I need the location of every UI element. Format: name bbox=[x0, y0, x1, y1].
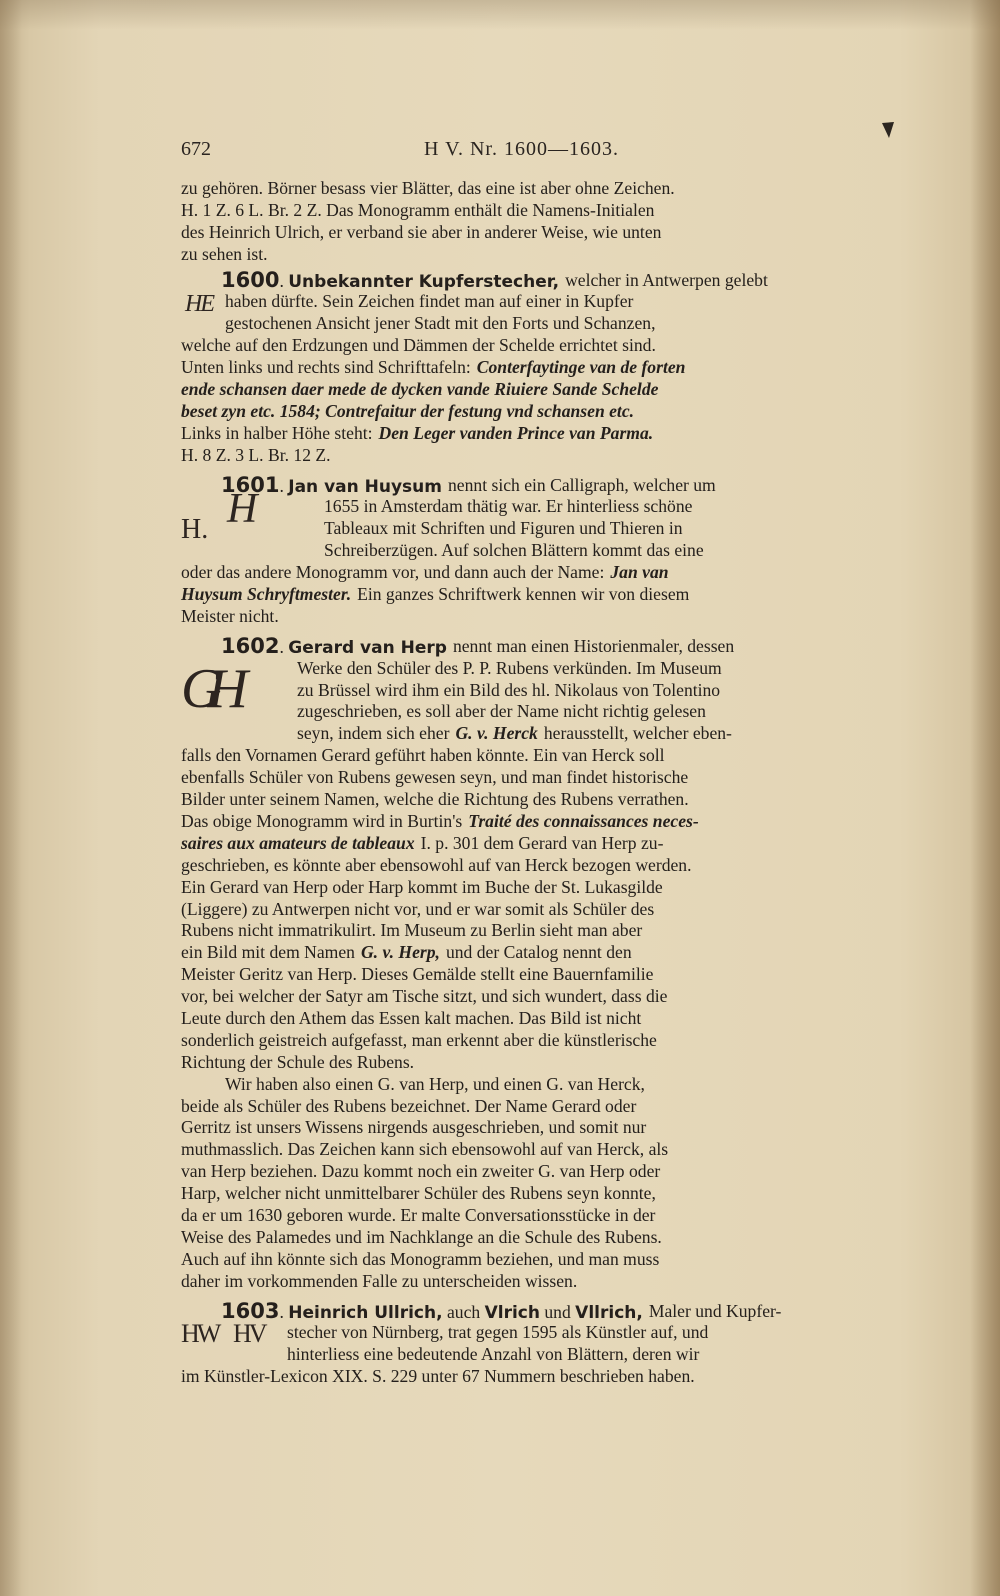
monogram-1603-left: HW bbox=[181, 1318, 219, 1348]
entry-1600: 1600. Unbekannter Kupferstecher, welcher in Antwerpen gelebt HE haben dürfte. Sein Zeichen findet man auf einer in Kupfer gestochenen Ansicht jener Stadt mit den Forts und Schanzen, welche auf den Erdzungen und Dämmen der Schelde errichtet sind. Unten links und rechts sind Schrifttafeln: Conterfaytinge van de forten ende schansen daer mede de dycken vande Riuiere Sande Schelde beset zyn etc. 1584; Contrefaitur der festung vnd schansen etc. Links in halber Höhe steht: Den Leger vanden Prince van Parma. H. 8 Z. 3 L. Br. 12 Z. bbox=[181, 267, 768, 465]
entry-number: 1600 bbox=[221, 267, 280, 292]
monogram-1601-left: H. bbox=[181, 513, 209, 545]
entry-number: 1603 bbox=[221, 1298, 280, 1323]
page-shadow-right bbox=[970, 0, 1000, 1596]
page-header bbox=[181, 138, 881, 168]
page-number: 672 bbox=[181, 138, 211, 160]
entry-1602: 1602. Gerard van Herp nennt man einen Historienmaler, dessen GH Werke den Schüler des P. P. Rubens verkünden. Im Museum zu Brüssel wird ihm ein Bild des hl. Nikolaus von Tolentino zugeschrieben, es soll aber der Name nicht richtig gelesen seyn, indem sich eher G. v. Herck herausstellt, welcher eben- falls den Vornamen Gerard geführt haben könnte. Ein van Herck soll ebenfalls Schüler von Rubens gewesen seyn, und man findet historische Bilder unter seinem Namen, welche die Richtung des Rubens verrathen. Das obige Monogramm wird in Burtin's Traité des connaissances neces- saires aux amateurs de tableaux I. p. 301 dem Gerard van Herp zu- geschrieben, es könnte aber ebensowohl auf van Herck bezogen werden. Ein Gerard van Herp oder Harp kommt im Buche der St. Lukasgilde (Liggere) zu Antwerpen nicht vor, und er war somit als Schüler des Rubens nicht immatrikulirt. Im Museum zu Berlin sieht man aber ein Bild mit dem Namen G. v. Herp, und der Catalog nennt den Meister Geritz van Herp. Dieses Gemälde stellt eine Bauernfamilie vor, bei welcher der Satyr am Tische sitzt, und sich wundert, dass die Leute durch den Athem das Essen kalt machen. Das Bild ist nicht sonderlich geistreich aufgefasst, man erkennt aber die künstlerische Richtung der Schule des Rubens. Wir haben also einen G. van Herp, und einen G. van Herck, beide als Schüler des Rubens bezeichnet. Der Name Gerard oder Gerritz ist unsers Wissens nirgends ausgeschrieben, und somit nur muthmasslich. Das Zeichen kann sich ebensowohl auf van Herck, als van Herp beziehen. Dazu kommt noch ein zweiter G. van Herp oder Harp, welcher nicht unmittelbarer Schüler des Rubens seyn konnte, da er um 1630 geboren wurde. Er malte Conversationsstücke in der Weise des Palamedes und im Nachklange an die Schule des Rubens. Auch auf ihn könnte sich das Monogramm beziehen, und man muss daher im vorkommenden Falle zu unterscheiden wissen. bbox=[181, 633, 735, 1291]
entry-name: Jan van Huysum bbox=[288, 476, 442, 497]
page-shadow-top bbox=[0, 0, 1000, 30]
entry-1601: 1601. Jan van Huysum nennt sich ein Calligraph, welcher um H. H 1655 in Amsterdam thätig war. Er hinterliess schöne Tableaux mit Schriften und Figuren und Thieren in Schreiberzügen. Auf solchen Blättern kommt das eine oder das andere Monogramm vor, und dann auch der Name: Jan van Huysum Schryftmester. Ein ganzes Schriftwerk kennen wir von diesem Meister nicht. bbox=[181, 472, 716, 626]
monogram-1602: GH bbox=[181, 657, 234, 720]
entry-name: Heinrich Ullrich, bbox=[288, 1302, 443, 1323]
text-line: zu sehen ist. bbox=[181, 243, 268, 264]
monogram-1603-right: HV bbox=[233, 1318, 265, 1348]
monogram-1601-right: H bbox=[227, 485, 258, 532]
page-shadow-left bbox=[0, 0, 22, 1596]
entry-name: Gerard van Herp bbox=[288, 637, 447, 658]
entry-1603: 1603. Heinrich Ullrich, auch Vlrich und Vllrich, Maler und Kupfer- HW HV stecher von Nürnberg, trat gegen 1595 als Künstler auf, und hinterliess eine bedeutende Anzahl von Blättern, deren wir im Künstler-Lexicon XIX. S. 229 unter 67 Nummern beschrieben haben. bbox=[181, 1298, 782, 1387]
entry-number: 1602 bbox=[221, 633, 280, 658]
body-text bbox=[181, 178, 881, 1388]
entry-name: Unbekannter Kupferstecher, bbox=[288, 271, 560, 292]
monogram-1600: HE bbox=[185, 290, 213, 317]
text-line: H. 1 Z. 6 L. Br. 2 Z. Das Monogramm enthält die Namens-Initialen bbox=[181, 199, 655, 220]
ink-mark-icon bbox=[878, 120, 898, 140]
running-head: H V. Nr. 1600—1603. bbox=[424, 138, 619, 160]
text-line: zu gehören. Börner besass vier Blätter, das eine ist aber ohne Zeichen. bbox=[181, 178, 675, 198]
entry-number: 1601 bbox=[221, 472, 280, 497]
text-line: des Heinrich Ulrich, er verband sie aber in anderer Weise, wie unten bbox=[181, 221, 662, 242]
